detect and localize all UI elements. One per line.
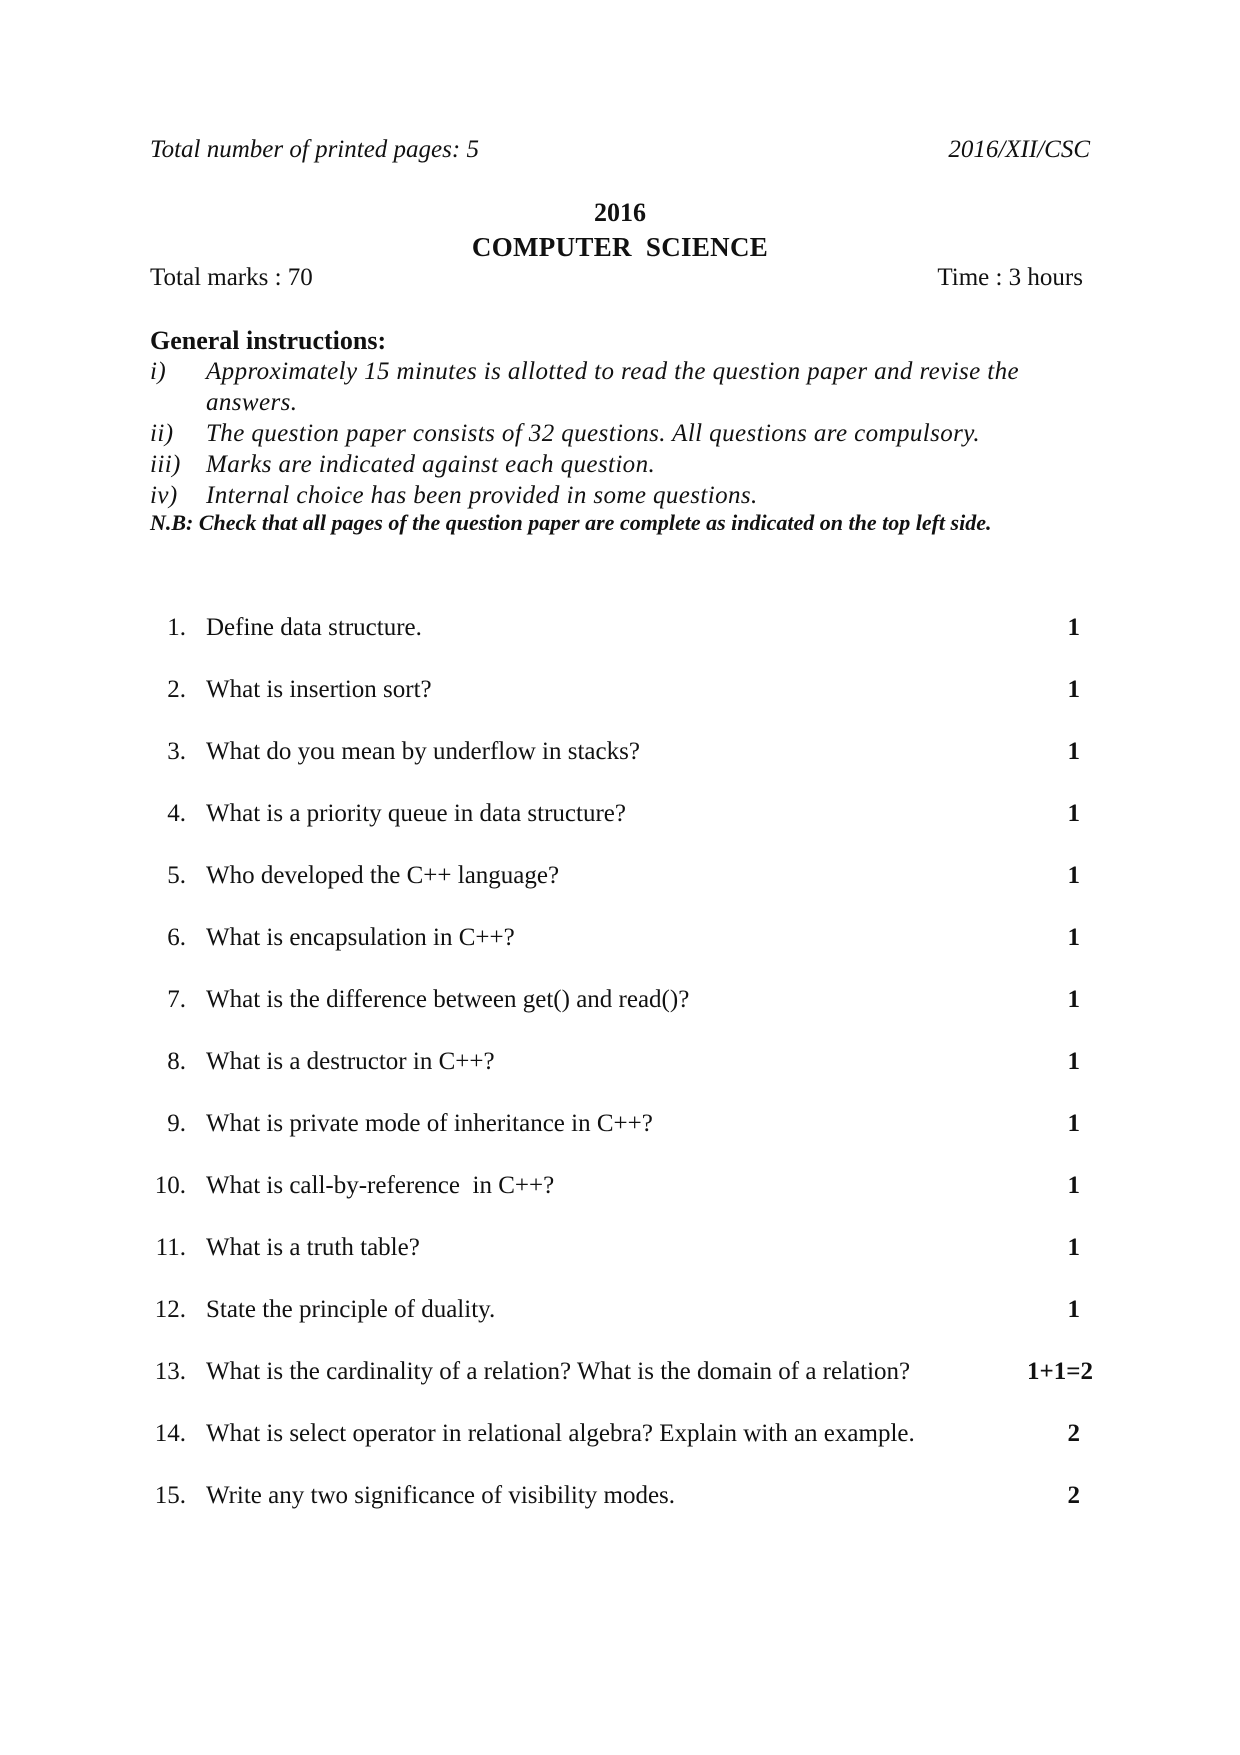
question-row [150,924,1090,986]
question-text: Write any two significance of visibility modes. [206,1482,676,1509]
instruction-text: Approximately 15 minutes is allotted to read the question paper and revise the answers. [206,358,1020,416]
question-text: What is the cardinality of a relation? What is the domain of a relation? [206,1358,911,1385]
question-row [150,1048,1090,1110]
question-number: 7. [167,986,186,1013]
question-marks: 1 [1067,986,1080,1013]
instruction-item [150,449,1090,480]
question-marks: 1 [1067,1048,1080,1075]
question-number: 3. [167,738,186,765]
question-number: 11. [155,1234,186,1261]
question-text: What is a priority queue in data structure? [206,800,626,827]
question-row [150,738,1090,800]
question-row [150,862,1090,924]
instruction-text: Marks are indicated against each question. [206,451,656,478]
nb-note: N.B: Check that all pages of the question paper are complete as indicated on the top left side. [150,510,992,535]
question-number: 1. [167,614,186,641]
question-text: What is insertion sort? [206,676,432,703]
question-text: What is a truth table? [206,1234,420,1261]
instructions-title: General instructions: [150,326,387,355]
questions-list [150,614,1093,1544]
question-number: 15. [154,1482,186,1509]
instruction-item [150,356,1090,418]
question-text: What is private mode of inheritance in C++? [206,1110,653,1137]
question-row [150,1482,1090,1544]
instruction-item [150,480,1090,511]
question-marks: 1 [1067,1110,1080,1137]
question-row [150,1358,1093,1420]
instruction-number: iii) [150,451,181,478]
question-text: State the principle of duality. [206,1296,496,1323]
instruction-number: ii) [150,420,174,447]
question-marks: 1 [1067,738,1080,765]
question-number: 10. [154,1172,186,1199]
question-row [150,1172,1090,1234]
exam-year: 2016 [594,198,646,227]
question-row [150,800,1090,862]
total-marks: Total marks : 70 [150,264,313,291]
question-number: 13. [154,1358,186,1385]
instruction-number: i) [150,358,167,385]
question-text: What is encapsulation in C++? [206,924,515,951]
question-number: 4. [167,800,186,827]
instructions-list [150,356,1090,511]
instruction-text: Internal choice has been provided in some questions. [206,482,758,509]
question-text: What is select operator in relational algebra? Explain with an example. [206,1420,915,1447]
question-marks: 1 [1067,924,1080,951]
question-row [150,986,1090,1048]
exam-time: Time : 3 hours [937,264,1083,291]
question-marks: 1 [1067,1296,1080,1323]
question-text: Define data structure. [206,614,422,641]
paper-code: 2016/XII/CSC [948,136,1090,163]
question-marks: 1 [1067,800,1080,827]
question-number: 8. [167,1048,186,1075]
question-text: What is the difference between get() and read()? [206,986,690,1013]
question-marks: 1 [1067,1172,1080,1199]
question-row [150,1420,1090,1482]
page-header [150,136,1090,164]
question-number: 12. [154,1296,186,1323]
question-marks: 1 [1067,676,1080,703]
exam-subject: COMPUTER SCIENCE [471,232,769,262]
question-number: 9. [167,1110,186,1137]
question-number: 5. [167,862,186,889]
question-marks: 1 [1067,614,1080,641]
question-row [150,1234,1090,1296]
question-row [150,1296,1090,1358]
question-row [150,676,1090,738]
question-number: 14. [154,1420,186,1447]
instruction-number: iv) [150,482,178,509]
question-marks: 1 [1067,1234,1080,1261]
question-marks: 1+1=2 [1027,1358,1093,1385]
question-text: What do you mean by underflow in stacks? [206,738,640,765]
question-text: What is a destructor in C++? [206,1048,495,1075]
question-marks: 2 [1067,1482,1080,1509]
question-marks: 1 [1067,862,1080,889]
question-number: 6. [167,924,186,951]
question-number: 2. [167,676,186,703]
question-text: Who developed the C++ language? [206,862,560,889]
question-row [150,1110,1090,1172]
question-text: What is call-by-reference in C++? [206,1172,555,1199]
instruction-item [150,418,1090,449]
marks-time-line [150,264,1083,292]
instruction-text: The question paper consists of 32 questions. All questions are compulsory. [206,420,981,447]
printed-pages-note: Total number of printed pages: 5 [150,136,479,163]
question-row [150,614,1090,676]
question-marks: 2 [1067,1420,1080,1447]
